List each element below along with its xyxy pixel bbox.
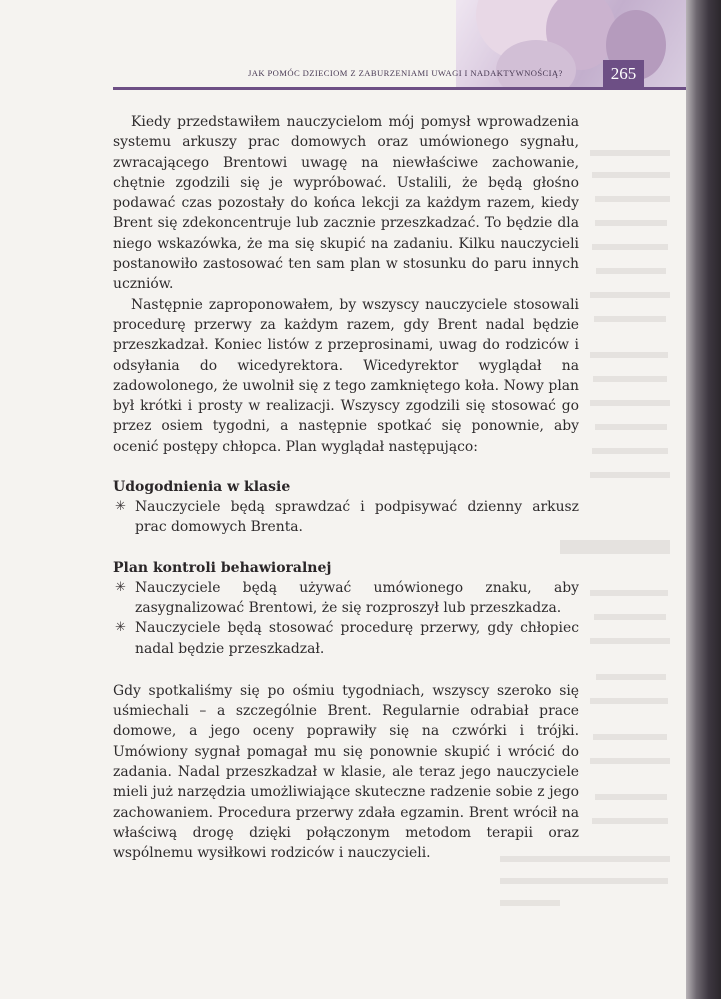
running-head: JAK POMÓC DZIECIOM Z ZABURZENIAMI UWAGI I NADAKTYWNOŚCIĄ?: [248, 68, 563, 78]
section-heading: Udogodnienia w klasie: [113, 479, 291, 496]
bullet-list: [113, 578, 579, 659]
page-gutter-shadow: [686, 0, 721, 999]
bullet-list: [113, 497, 579, 538]
section-heading: Plan kontroli behawioralnej: [113, 559, 332, 576]
list-item: ✳ Nauczyciele będą stosować procedurę przerwy, gdy chłopiec nadal będzie przeszkadzał.: [115, 620, 579, 657]
paragraph: Następnie zaproponowałem, by wszyscy nauczyciele stosowali procedurę przerwy za każdym razem, gdy Brent nadal będzie przeszkadzał. Koniec listów z przeprosinami, uwag do rodziców i odsyłania do wicedyrektora. Wicedyrektor wyglądał na zadowolonego, że uwolnił się z tego zamkniętego koła. Nowy plan był krótki i prosty w realizacji. Wszyscy zgodzili się stosować go przez osiem tygodni, a następnie spotkać się ponownie, aby ocenić postępy chłopca. Plan wyglądał następująco:: [113, 296, 579, 455]
asterisk-bullet-icon: ✳: [115, 579, 126, 595]
list-item: ✳ Nauczyciele będą sprawdzać i podpisywać dzienny arkusz prac domowych Brenta.: [115, 499, 579, 536]
asterisk-bullet-icon: ✳: [115, 499, 126, 515]
header-rule: [113, 87, 686, 90]
paragraph: Kiedy przedstawiłem nauczycielom mój pomysł wprowadzenia systemu arkuszy prac domowych oraz umówionego sygnału, zwracającego Brentowi uwagę na niewłaściwe zachowanie, chętnie zgodzili się je wypróbować. Ustalili, że będą głośno podawać czas pozostały do końca lekcji za każdym razem, kiedy Brent się zdekoncentruje lub zacznie przeszkadzać. To będzie dla niego wskazówka, że ma się skupić na zadaniu. Kilku nauczycieli postanowiło zastosować ten sam plan w stosunku do paru innych uczniów.: [113, 114, 579, 293]
asterisk-bullet-icon: ✳: [115, 620, 126, 636]
page-number: 265: [603, 60, 644, 87]
list-item: ✳ Nauczyciele będą używać umówionego znaku, aby zasygnalizować Brentowi, że się rozproszył lub przeszkadza.: [115, 579, 579, 616]
closing-paragraph: Gdy spotkaliśmy się po ośmiu tygodniach, wszyscy szeroko się uśmiechali – a szczególnie Brent. Regularnie odrabiał prace domowe, a jego oceny poprawiły się na czwórki i trójki. Umówiony sygnał pomagał mu się ponownie skupić i wrócić do zadania. Nadal przeszkadzał w klasie, ale teraz jego nauczyciele mieli już narzędzia umożliwiające skuteczne radzenie sobie z jego zachowaniem. Procedura przerwy zdała egzamin. Brent wrócił na właściwą drogę dzięki połączonym metodom terapii oraz wspólnemu wysiłkowi rodziców i nauczycieli.: [113, 682, 579, 862]
main-text: [113, 112, 579, 864]
